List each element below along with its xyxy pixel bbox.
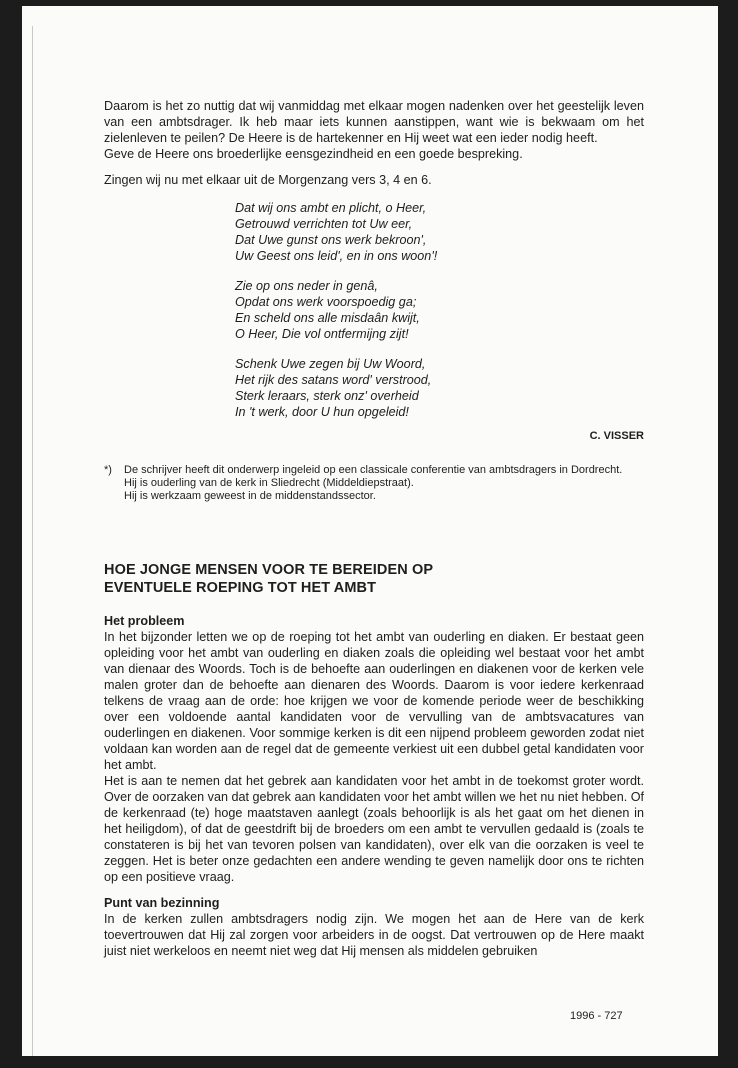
poem-line: Dat Uwe gunst ons werk bekroon', bbox=[235, 233, 427, 247]
document-page bbox=[22, 6, 718, 1056]
poem-stanza-2 bbox=[235, 278, 644, 342]
poem-stanza-1 bbox=[235, 200, 644, 264]
body-paragraph: In de kerken zullen ambtsdragers nodig zijn. We mogen het aan de Here van de kerk toevertrouwen dat Hij zal zorgen voor arbeiders in de oogst. Dat vertrouwen op de Here maakt juist niet werkeloos en neemt niet weg dat Hij mensen als middelen gebruiken bbox=[104, 912, 644, 958]
intro-closing: Geve de Heere ons broederlijke eensgezindheid en een goede bespreking. bbox=[104, 147, 523, 161]
poem-line: En scheld ons alle misdaân kwijt, bbox=[235, 311, 420, 325]
section-heading-probleem: Het probleem bbox=[104, 614, 185, 628]
poem-line: In 't werk, door U hun opgeleid! bbox=[235, 405, 409, 419]
poem-line: Het rijk des satans word' verstrood, bbox=[235, 373, 432, 387]
poem-line: Getrouwd verrichten tot Uw eer, bbox=[235, 217, 413, 231]
article-title-line-1: HOE JONGE MENSEN VOOR TE BEREIDEN OP bbox=[104, 562, 434, 578]
body-paragraph: In het bijzonder letten we op de roeping tot het ambt van ouderling en diaken. Er bestaat geen opleiding voor het ambt van ouderling en diaken zoals die opleiding wel bestaat voor het ambt van dienaar des Woords. Toch is de behoefte aan ouderlingen en diakenen voor de kerken vele malen groter dan de behoefte aan dienaren des Woords. Daarom is voor iedere kerkenraad telkens de vraag aan de orde: hoe krijgen we voor de komende periode weer de beschikking over een voldoende aantal kandidaten voor de vervulling van de ambtsvacatures van ouderlingen en diakenen. Voor sommige kerken is dit een nijpend probleem geworden zodat niet voldaan kan worden aan de regel dat de gemeente verkiest uit een dubbel getal kandidaten voor het ambt. bbox=[104, 630, 644, 772]
section-heading-bezinning: Punt van bezinning bbox=[104, 896, 220, 910]
article-title-line-2: EVENTUELE ROEPING TOT HET AMBT bbox=[104, 580, 377, 596]
poem-line: O Heer, Die vol ontfermijng zijt! bbox=[235, 327, 409, 341]
page-content bbox=[104, 98, 644, 959]
footnote-line: De schrijver heeft dit onderwerp ingeleid op een classicale conferentie van ambtsdragers in Dordrecht. bbox=[124, 464, 623, 476]
page-fold-line bbox=[32, 26, 33, 1056]
body-paragraph: Het is aan te nemen dat het gebrek aan kandidaten voor het ambt in de toekomst groter wordt. Over de oorzaken van dat gebrek aan kandidaten voor het ambt willen we het nu niet hebben. Of de kerkenraad (te) hoge maatstaven aanlegt (zoals behoorlijk is als het gaat om het dienen in het heiligdom), of dat de geestdrift bij de broeders om een ambt te vervullen gedaald is (zoals te constateren is bij het van tevoren polsen van kandidaten), over elk van die oorzaken is veel te zeggen. Het is beter onze gedachten een andere wending te geven namelijk door ons te richten op een positieve vraag. bbox=[104, 774, 644, 884]
footnote bbox=[104, 464, 644, 503]
article-title bbox=[104, 561, 644, 597]
scan-border-bottom bbox=[0, 1056, 738, 1068]
footnote-line: Hij is werkzaam geweest in de middenstandssector. bbox=[124, 490, 376, 502]
hymn-poem bbox=[235, 200, 644, 420]
footnote-mark: *) bbox=[104, 464, 112, 476]
author-signature: C. VISSER bbox=[589, 430, 644, 442]
poem-line: Uw Geest ons leid', en in ons woon'! bbox=[235, 249, 438, 263]
poem-stanza-3 bbox=[235, 356, 644, 420]
poem-line: Zie op ons neder in genâ, bbox=[235, 279, 378, 293]
intro-paragraph: Daarom is het zo nuttig dat wij vanmiddag met elkaar mogen nadenken over het geestelijk leven van een ambtsdrager. Ik heb maar iets kunnen aanstippen, want wie is bekwaam om het zielenleven te peilen? De Heere is de hartekenner en Hij weet wat een ieder nodig heeft. bbox=[104, 99, 644, 145]
poem-line: Sterk leraars, sterk onz' overheid bbox=[235, 389, 419, 403]
poem-line: Dat wij ons ambt en plicht, o Heer, bbox=[235, 201, 427, 215]
footnote-line: Hij is ouderling van de kerk in Sliedrecht (Middeldiepstraat). bbox=[124, 477, 414, 489]
page-number: 1996 - 727 bbox=[570, 1010, 623, 1022]
poem-line: Schenk Uwe zegen bij Uw Woord, bbox=[235, 357, 426, 371]
spacer bbox=[104, 162, 644, 172]
scan-border-right bbox=[718, 0, 738, 1068]
poem-line: Opdat ons werk voorspoedig ga; bbox=[235, 295, 417, 309]
singing-instruction: Zingen wij nu met elkaar uit de Morgenzang vers 3, 4 en 6. bbox=[104, 173, 432, 187]
